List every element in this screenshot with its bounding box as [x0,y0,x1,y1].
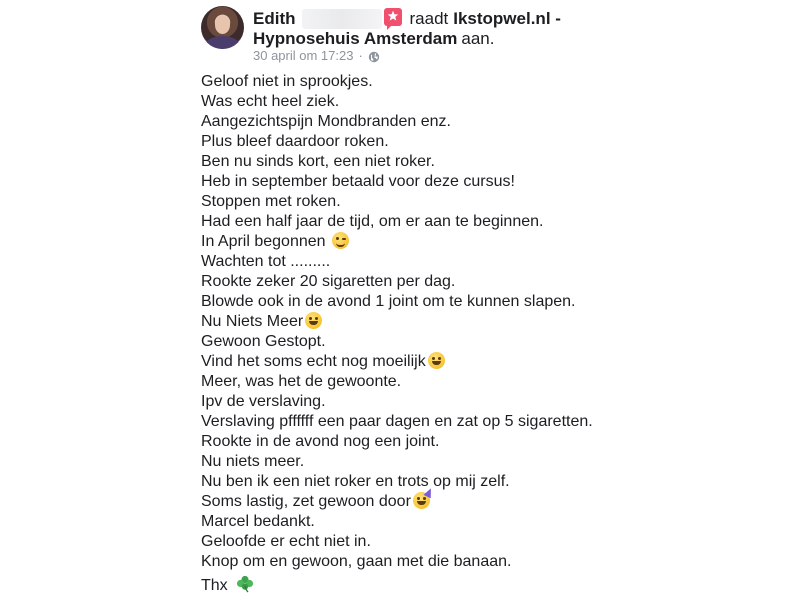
post-line [201,232,791,252]
star-badge-icon [384,8,402,26]
sweat-grin-emoji [428,352,445,369]
signoff-text: Thx [201,577,228,594]
post-line [201,292,791,312]
page-name-link-continued[interactable]: Hypnosehuis Amsterdam [253,29,458,48]
post-line-text: Stoppen met roken. [201,193,341,210]
avatar-shoulders [205,36,240,49]
post-line-text: Marcel bedankt. [201,513,315,530]
post-line [201,112,791,132]
post-timestamp[interactable]: 30 april om 17:23 [253,48,354,63]
page-name-link[interactable]: Ikstopwel.nl - [453,9,561,28]
post-line [201,512,791,532]
post-line-text: Gewoon Gestopt. [201,333,326,350]
post-line-text: Nu niets meer. [201,453,305,470]
post-line [201,152,791,172]
post-meta [253,47,380,65]
post-line-text: Rookte in de avond nog een joint. [201,433,440,450]
redacted-surname [302,9,382,29]
post-line-text: Geloof niet in sprookjes. [201,73,373,90]
avatar[interactable] [201,6,244,49]
post-line [201,492,791,512]
post-line [201,252,791,272]
post-line-text: Nu Niets Meer [201,313,304,330]
post-line-text: Was echt heel ziek. [201,93,340,110]
post-line [201,372,791,392]
post-line-text: Blowde ook in de avond 1 joint om te kunnen slapen. [201,293,576,310]
post-line-text: Nu ben ik een niet roker en trots op mij zelf. [201,473,510,490]
post-line-text: Verslaving pffffff een paar dagen en zat op 5 sigaretten. [201,413,593,430]
post-line [201,212,791,232]
post-line-text: Ipv de verslaving. [201,393,326,410]
post-line-text: Had een half jaar de tijd, om er aan te beginnen. [201,213,544,230]
post-line-text: Soms lastig, zet gewoon door [201,493,411,510]
post-line [201,472,791,492]
post-line [201,192,791,212]
meta-separator: · [358,48,363,63]
post-line-text: In April begonnen [201,233,330,250]
post-line-text: Geloofde er echt niet in. [201,533,371,550]
post-line [201,332,791,352]
post-line-text: Meer, was het de gewoonte. [201,373,402,390]
post-line-text: Ben nu sinds kort, een niet roker. [201,153,435,170]
post-line [201,432,791,452]
recommend-suffix: aan. [461,29,495,48]
post-line-text: Vind het soms echt nog moeilijk [201,353,426,370]
post-body [201,72,791,572]
post-line-text: Plus bleef daardoor roken. [201,133,389,150]
post-line [201,532,791,552]
party-emoji [413,492,430,509]
clover-emoji [236,575,254,599]
post-line [201,132,791,152]
post-line [201,452,791,472]
recommend-verb: raadt [409,9,449,28]
post-signoff [201,575,254,599]
post-line [201,72,791,92]
post-line [201,552,791,572]
post-line-text: Wachten tot ......... [201,253,331,270]
post-line [201,352,791,372]
post-line-text: Heb in september betaald voor deze cursus! [201,173,515,190]
post-line [201,312,791,332]
wink-emoji [332,232,349,249]
post-line [201,92,791,112]
post-line [201,272,791,292]
post-line [201,392,791,412]
post-line-text: Aangezichtspijn Mondbranden enz. [201,113,451,130]
post-header [253,8,561,30]
post-line-text: Knop om en gewoon, gaan met die banaan. [201,553,512,570]
post-line [201,412,791,432]
globe-icon[interactable] [368,50,380,62]
avatar-face [215,16,230,34]
grin-emoji [305,312,322,329]
post-line [201,172,791,192]
author-name[interactable]: Edith [253,9,296,28]
post-line-text: Rookte zeker 20 sigaretten per dag. [201,273,456,290]
